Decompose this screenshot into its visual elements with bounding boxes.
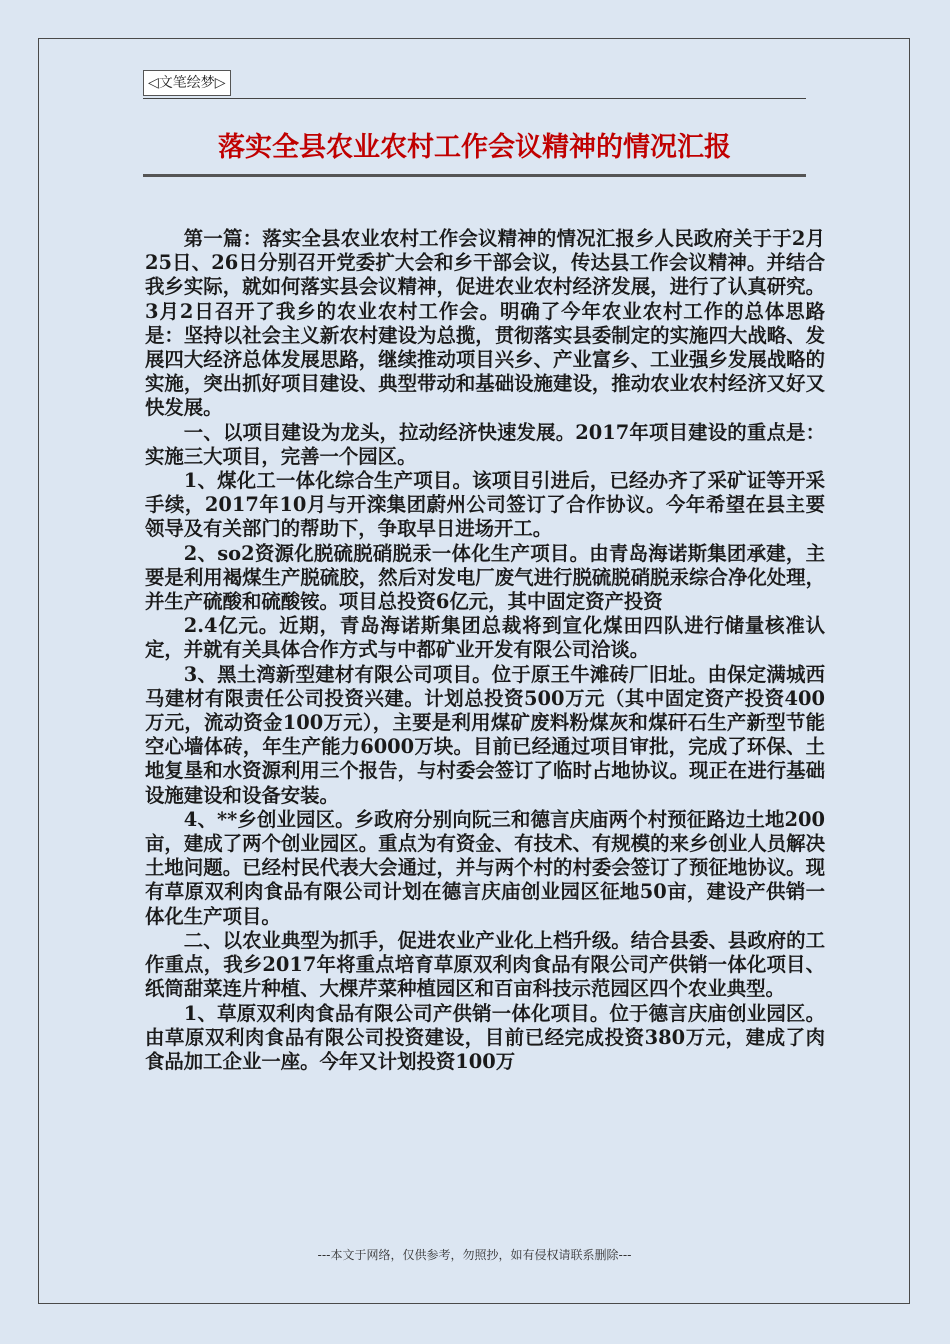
header-divider	[143, 98, 806, 99]
paragraph: 1、草原双利肉食品有限公司产供销一体化项目。位于德言庆庙创业园区。由草原双利肉食品有限公司投资建设，目前已经完成投资380万元，建成了肉食品加工企业一座。今年又计划投资100万	[145, 1001, 825, 1073]
paragraph: 1、煤化工一体化综合生产项目。该项目引进后，已经办齐了采矿证等开采手续，2017年10月与开滦集团蔚州公司签订了合作协议。今年希望在县主要领导及有关部门的帮助下，争取早日进场开工。	[145, 469, 825, 541]
header-tag: ◁文笔绘梦▷	[143, 70, 231, 96]
document-title: 落实全县农业农村工作会议精神的情况汇报	[218, 132, 731, 163]
paragraph: 2.4亿元。近期，青岛海诺斯集团总裁将到宣化煤田四队进行储量核准认定，并就有关具体合作方式与中都矿业开发有限公司洽谈。	[145, 614, 825, 662]
title-divider	[143, 174, 806, 177]
paragraph: 二、以农业典型为抓手，促进农业产业化上档升级。结合县委、县政府的工作重点，我乡2017年将重点培育草原双利肉食品有限公司产供销一体化项目、纸筒甜菜连片种植、大棵芹菜种植园区和百亩科技示范园区四个农业典型。	[145, 928, 825, 1001]
paragraph: 4、**乡创业园区。乡政府分别向阮三和德言庆庙两个村预征路边土地200亩，建成了两个创业园区。重点为有资金、有技术、有规模的来乡创业人员解决土地问题。已经村民代表大会通过，并与两个村的村委会签订了预征地协议。现有草原双利肉食品有限公司计划在德言庆庙创业园区征地50亩，建设产供销一体化生产项目。	[145, 807, 825, 928]
paragraph: 第一篇：落实全县农业农村工作会议精神的情况汇报乡人民政府关于于2月25日、26日分别召开党委扩大会和乡干部会议，传达县工作会议精神。并结合我乡实际，就如何落实县会议精神，促进农业农村经济发展，进行了认真研究。3月2日召开了我乡的农业农村工作会。明确了今年农业农村工作的总体思路是：坚持以社会主义新农村建设为总揽，贯彻落实县委制定的实施四大战略、发展四大经济总体发展思路，继续推动项目兴乡、产业富乡、工业强乡发展战略的实施，突出抓好项目建设、典型带动和基础设施建设，推动农业农村经济又好又快发展。	[145, 227, 825, 420]
footer-disclaimer: ---本文于网络，仅供参考，勿照抄，如有侵权请联系删除---	[317, 1248, 632, 1262]
paragraph: 2、so2资源化脱硫脱硝脱汞一体化生产项目。由青岛海诺斯集团承建，主要是利用褐煤生产脱硫胶，然后对发电厂废气进行脱硫脱硝脱汞综合净化处理，并生产硫酸和硫酸铵。项目总投资6亿元，其中固定资产投资	[145, 541, 825, 614]
document-body	[145, 227, 825, 1074]
paragraph: 一、以项目建设为龙头，拉动经济快速发展。2017年项目建设的重点是：实施三大项目，完善一个园区。	[145, 420, 825, 468]
paragraph: 3、黑土湾新型建材有限公司项目。位于原王牛滩砖厂旧址。由保定满城西马建材有限责任公司投资兴建。计划总投资500万元（其中固定资产投资400万元，流动资金100万元），主要是利用煤矿废料粉煤灰和煤矸石生产新型节能空心墙体砖，年生产能力6000万块。目前已经通过项目审批，完成了环保、土地复垦和水资源利用三个报告，与村委会签订了临时占地协议。现正在进行基础设施建设和设备安装。	[145, 662, 825, 807]
